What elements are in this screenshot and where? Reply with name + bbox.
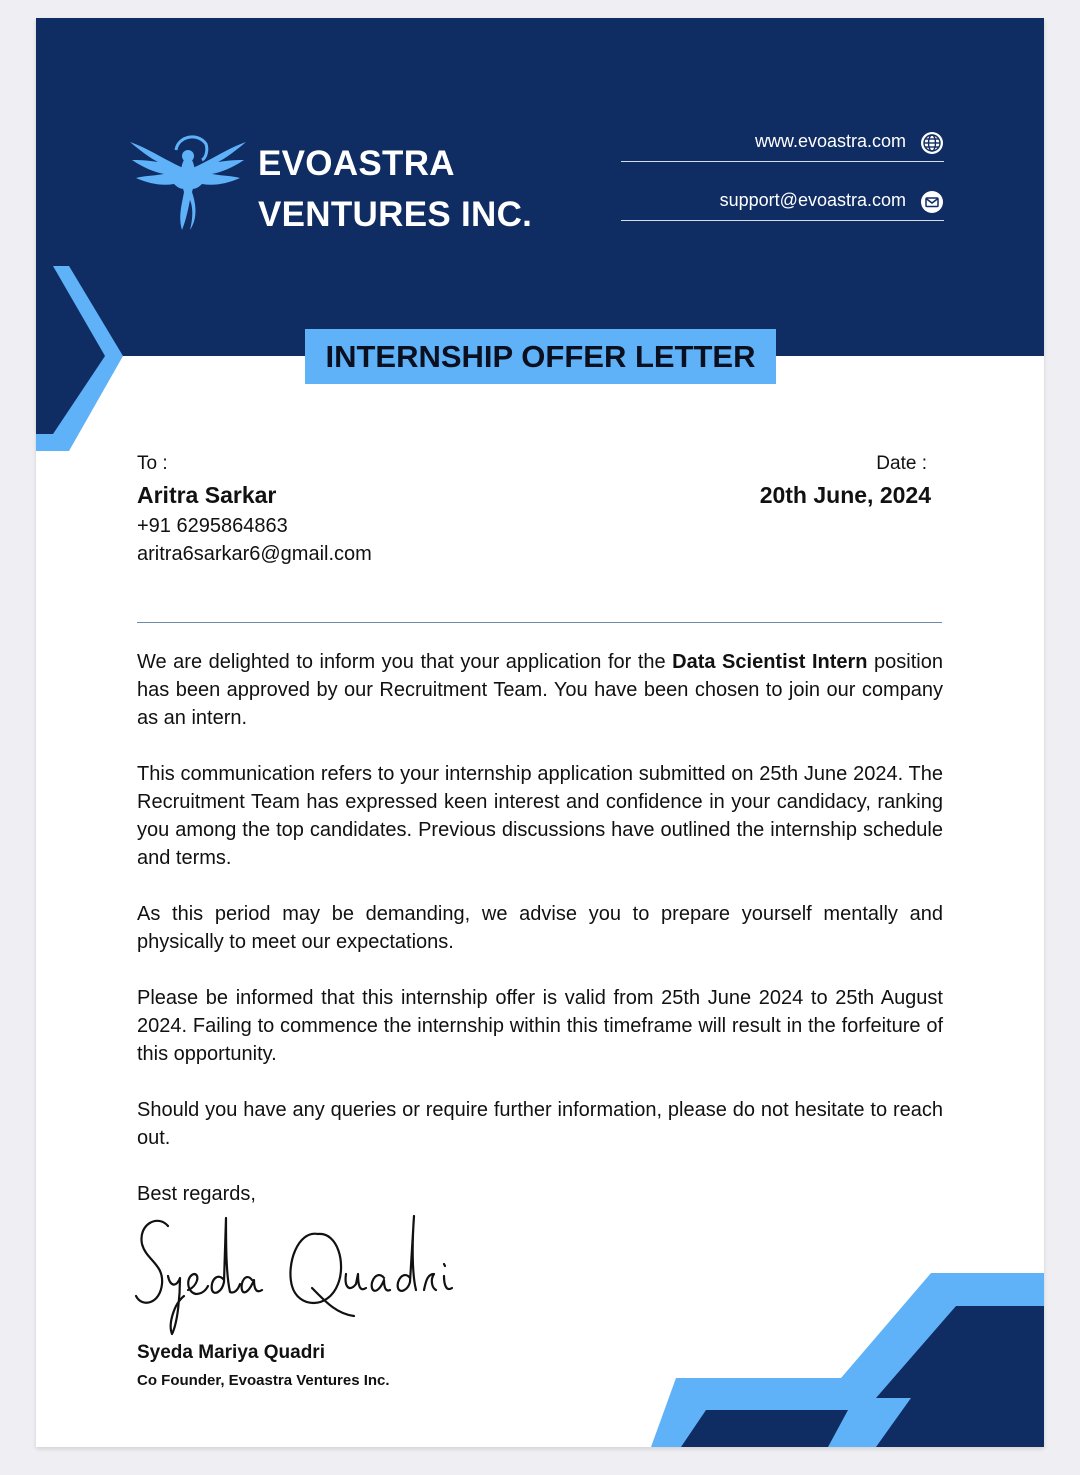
body-paragraph-1: [137, 648, 943, 732]
signer-name: Syeda Mariya Quadri: [137, 1342, 325, 1363]
position-title: Data Scientist Intern: [672, 651, 868, 673]
letter-title: INTERNSHIP OFFER LETTER: [305, 329, 776, 384]
company-name-line1: EVOASTRA: [258, 144, 455, 183]
body-p1-text-end: position has been approved by our Recruitment Team. You have been chosen to join our company as an intern.: [137, 651, 943, 729]
to-label: To :: [137, 453, 168, 474]
date-value: 20th June, 2024: [759, 482, 931, 508]
recipient-block: [137, 452, 372, 568]
company-name-line2: VENTURES INC.: [258, 195, 533, 234]
website-link[interactable]: www.evoastra.com: [754, 131, 906, 151]
closing-regards: Best regards,: [137, 1183, 256, 1205]
handwritten-signature: [128, 1204, 468, 1344]
phoenix-logo-icon: [128, 130, 248, 240]
website-row: [621, 121, 944, 162]
body-paragraph-4: Please be informed that this internship offer is valid from 25th June 2024 to 25th August 2024. Failing to commence the internship within this timeframe will result in the forfeiture of this opportunity.: [137, 987, 943, 1065]
body-p1-text: We are delighted to inform you that your application for the: [137, 651, 673, 673]
mail-icon: [920, 190, 944, 214]
support-email-link[interactable]: support@evoastra.com: [719, 190, 906, 210]
signer-title: Co Founder, Evoastra Ventures Inc.: [137, 1372, 390, 1389]
date-label: Date :: [876, 453, 927, 474]
section-divider: [137, 622, 942, 623]
recipient-phone: +91 6295864863: [137, 515, 288, 537]
left-chevron-decoration: [36, 266, 136, 456]
body-paragraph-2: This communication refers to your internship application submitted on 25th June 2024. The Recruitment Team has expressed keen interest and confidence in your candidacy, ranking you among the top candidates. Previous discussions have outlined the internship schedule and terms.: [137, 763, 943, 869]
recipient-email: aritra6sarkar6@gmail.com: [137, 543, 372, 565]
offer-letter-page: [36, 18, 1044, 1447]
globe-icon: [920, 131, 944, 155]
company-name: [258, 138, 578, 240]
body-paragraph-3: As this period may be demanding, we advise you to prepare yourself mentally and physically to meet our expectations.: [137, 903, 943, 953]
body-paragraph-5: Should you have any queries or require further information, please do not hesitate to reach out.: [137, 1099, 943, 1149]
date-block: [760, 452, 931, 512]
letter-body: [137, 648, 943, 1152]
email-row: [621, 180, 944, 221]
recipient-name: Aritra Sarkar: [137, 482, 277, 508]
